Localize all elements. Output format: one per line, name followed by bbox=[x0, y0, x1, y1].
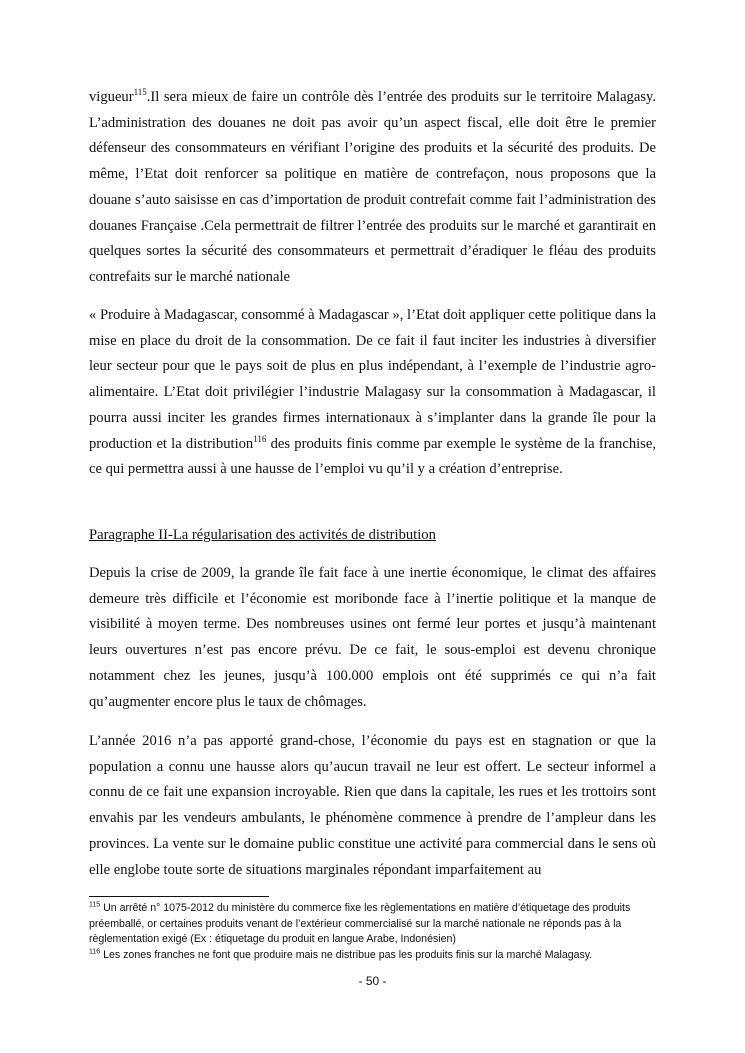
footnote-text: Un arrêté n° 1075-2012 du ministère du commerce fixe les règlementations en matière d’étiquetage des produits préemballé, or certaines produits venant de l’extérieur commercialisé sur la marché nationale ne réponds pas à la règlementation exigé (Ex : étiquetage du produit en langue Arabe, Indonésien) bbox=[89, 902, 631, 946]
footnotes bbox=[89, 901, 656, 963]
footnote-separator bbox=[89, 896, 269, 897]
footnote-ref-115[interactable]: 115 bbox=[133, 87, 147, 98]
paragraph-3: Depuis la crise de 2009, la grande île fait face à une inertie économique, le climat des affaires demeure très difficile et l’économie est moribonde face à l’inertie politique et la manque de visibilité à moyen terme. Des nombreuses usines ont fermé leur portes et jusqu’à maintenant leurs ouvertures n’est pas encore prévu. De ce fait, le sous-emploi est devenu chronique notamment chez les jeunes, jusqu’à 100.000 emplois ont été supprimés ce qui n’a fait qu’augmenter encore plus le taux de chômages. bbox=[89, 565, 656, 710]
paragraph-2-start: « Produire à Madagascar, consommé à Madagascar », l’Etat doit appliquer cette politique dans la mise en place du droit de la consommation. De ce fait il faut inciter les industries à diversifier leur secteur pour que le pays soit de plus en plus indépendant, à l’exemple de l’industrie agro-alimentaire. L’Etat doit privilégier l’industrie Malagasy sur la consommation à Madagascar, il pourra aussi inciter les grandes firmes internationaux à s’implanter dans la grande île pour la production et la distribution bbox=[89, 307, 656, 452]
paragraph-2-rest: des produits finis comme par exemple le système de la franchise, ce qui permettra aussi à une hausse de l’emploi vu qu’il y a création d’entreprise. bbox=[89, 435, 656, 478]
footnote-115 bbox=[89, 901, 656, 948]
page-number: - 50 - bbox=[358, 974, 387, 988]
paragraph-1-start: vigueur bbox=[89, 89, 134, 105]
footnote-number: 116 bbox=[89, 948, 101, 956]
paragraph-1 bbox=[89, 85, 656, 291]
footnote-116 bbox=[89, 948, 656, 964]
paragraph-4: L’année 2016 n’a pas apporté grand-chose, l’économie du pays est en stagnation or que la population a connu une hausse alors qu’aucun travail ne leur est offert. Le secteur informel a connu de ce fait une expansion incroyable. Rien que dans la capitale, les rues et les trottoirs sont envahis par les vendeurs ambulants, le phénomène commence à prendre de l’ampleur dans les provinces. La vente sur le domaine public constitue une activité para commercial dans le sens où elle englobe toute sorte de situations marginales répondant imparfaitement au bbox=[89, 733, 656, 878]
section-heading: Paragraphe II-La régularisation des activités de distribution bbox=[89, 527, 436, 543]
paragraph-2 bbox=[89, 303, 656, 483]
footnote-number: 115 bbox=[89, 901, 101, 909]
footnote-ref-116[interactable]: 116 bbox=[253, 433, 267, 444]
paragraph-1-rest: .Il sera mieux de faire un contrôle dès l’entrée des produits sur le territoire Malagasy. L’administration des douanes ne doit pas avoir qu’un aspect fiscal, elle doit être le premier défenseur des consommateurs en vérifiant l’origine des produits et la sécurité des produits. De même, l’Etat doit renforcer sa politique en matière de contrefaçon, nous proposons que la douane s’auto saisisse en cas d’importation de produit contrefait comme fait l’administration des douanes Française .Cela permettrait de filtrer l’entrée des produits sur le marché et garantirait en quelques sortes la sécurité des consommateurs et permettrait d’éradiquer le fléau des produits contrefaits sur le marché nationale bbox=[89, 89, 656, 285]
footnote-text: Les zones franches ne font que produire mais ne distribue pas les produits finis sur la marché Malagasy. bbox=[100, 948, 593, 961]
